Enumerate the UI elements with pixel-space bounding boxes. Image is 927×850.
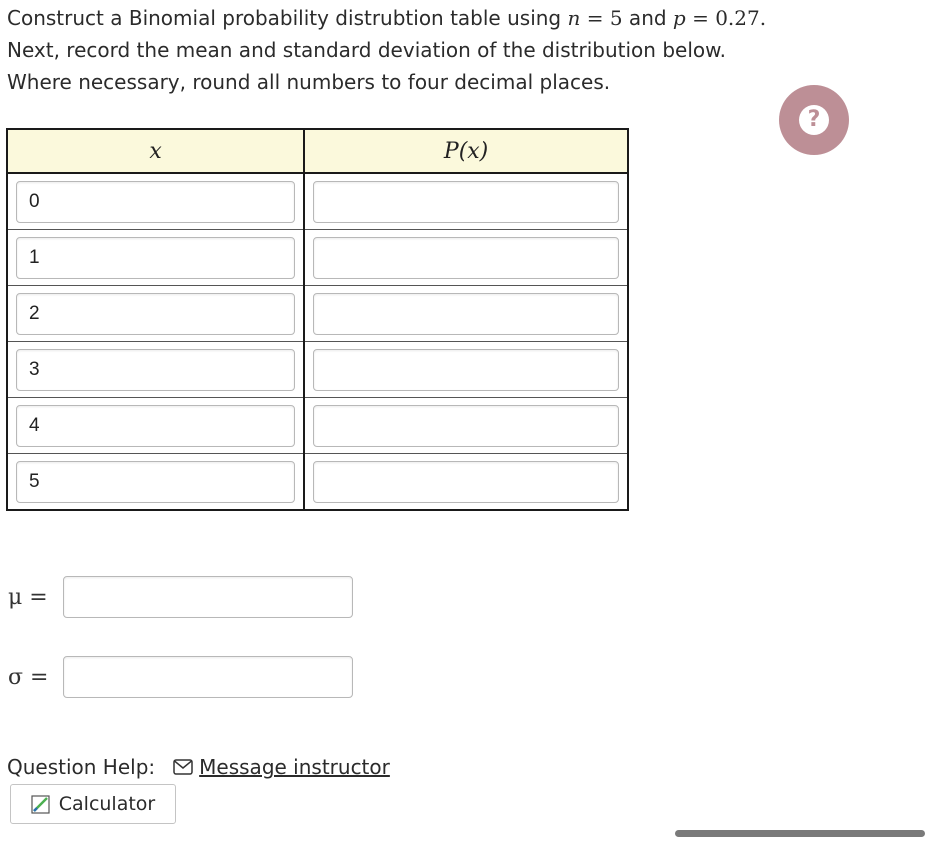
table-row — [7, 342, 628, 398]
x-input[interactable]: 4 — [16, 405, 295, 447]
n-symbol: n — [567, 6, 581, 30]
message-instructor-label: Message instructor — [199, 755, 390, 779]
px-input[interactable] — [313, 237, 619, 279]
mean-row — [8, 576, 353, 618]
table-row — [7, 398, 628, 454]
px-input[interactable] — [313, 293, 619, 335]
prompt-line-3: Where necessary, round all numbers to four decimal places. — [7, 70, 611, 94]
mean-input[interactable] — [63, 576, 353, 618]
table-row — [7, 230, 628, 286]
prompt-text: Construct a Binomial probability distrubtion table using — [7, 6, 568, 30]
prompt-line-2: Next, record the mean and standard deviation of the distribution below. — [7, 38, 726, 62]
and-text: and — [622, 6, 673, 30]
question-help — [7, 755, 390, 779]
x-input[interactable]: 1 — [16, 237, 295, 279]
sigma-label: σ = — [8, 664, 49, 690]
calculator-label: Calculator — [58, 793, 156, 815]
n-value: = 5 — [580, 6, 623, 30]
px-input[interactable] — [313, 181, 619, 223]
question-help-label: Question Help: — [7, 755, 156, 779]
table-row — [7, 286, 628, 342]
p-symbol: p — [672, 6, 686, 30]
question-prompt — [7, 2, 887, 98]
std-dev-input[interactable] — [63, 656, 353, 698]
header-x: x — [7, 129, 304, 173]
question-mark-icon: ? — [799, 105, 829, 135]
help-button[interactable] — [779, 85, 849, 155]
x-input[interactable]: 5 — [16, 461, 295, 503]
px-input[interactable] — [313, 349, 619, 391]
calculator-pencil-icon — [31, 794, 51, 814]
std-dev-row — [8, 656, 353, 698]
table-header-row — [7, 129, 628, 173]
table-row — [7, 454, 628, 511]
envelope-icon — [173, 759, 193, 775]
p-value: = 0.27. — [685, 6, 767, 30]
x-input[interactable]: 3 — [16, 349, 295, 391]
mu-label: μ = — [8, 584, 48, 610]
x-input[interactable]: 2 — [16, 293, 295, 335]
message-instructor-link[interactable] — [173, 755, 390, 779]
px-input[interactable] — [313, 405, 619, 447]
header-px: P(x) — [304, 129, 628, 173]
prompt-line-1 — [7, 2, 887, 34]
px-input[interactable] — [313, 461, 619, 503]
probability-table — [6, 128, 629, 511]
table-row — [7, 173, 628, 230]
x-input[interactable]: 0 — [16, 181, 295, 223]
calculator-button[interactable] — [10, 784, 176, 824]
horizontal-scrollbar[interactable] — [675, 830, 925, 837]
